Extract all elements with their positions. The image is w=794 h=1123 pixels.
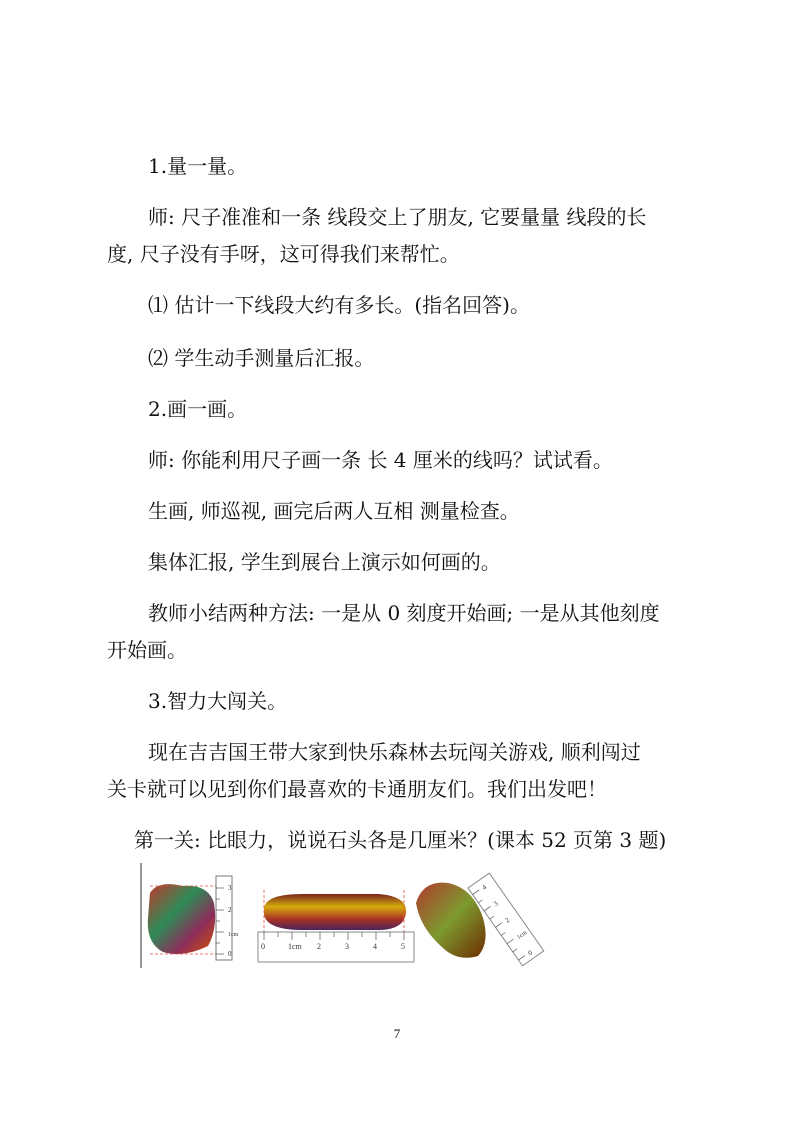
paragraph-line: 师: 尺子准准和一条 线段交上了朋友, 它要量量 线段的长	[148, 205, 647, 229]
ruler-2-tick: 0	[261, 942, 265, 951]
heading-measure: 1.量一量。	[148, 154, 248, 178]
paragraph-line: 关卡就可以见到你们最喜欢的卡通朋友们。我们出发吧！	[107, 777, 607, 801]
ruler-2	[258, 932, 414, 962]
paragraph-line: 集体汇报, 学生到展台上演示如何画的。	[148, 550, 501, 574]
paragraph-line: ⑴ 估计一下线段大约有多长。(指名回答)。	[148, 293, 530, 317]
ruler-2-tick: 2	[317, 942, 321, 951]
paragraph-line: 生画, 师巡视, 画完后两人互相 测量检查。	[148, 499, 520, 523]
ruler-3-tick: 4	[480, 883, 489, 892]
ruler-3-tick: 2	[503, 915, 512, 925]
stone-1-icon	[148, 884, 215, 954]
heading-draw: 2.画一画。	[148, 397, 248, 421]
paragraph-line: ⑵ 学生动手测量后汇报。	[148, 346, 375, 370]
heading-challenge: 3.智力大闯关。	[148, 689, 288, 713]
paragraph-line: 教师小结两种方法: 一是从 0 刻度开始画; 一是从其他刻度	[148, 601, 660, 625]
paragraph-line: 师: 你能利用尺子画一条 长 4 厘米的线吗？试试看。	[148, 448, 613, 472]
ruler-2-tick: 1cm	[288, 942, 302, 951]
ruler-3-tick: 3	[492, 899, 500, 909]
stone-2-icon	[264, 894, 406, 930]
paragraph-line: 现在吉吉国王带大家到快乐森林去玩闯关游戏, 顺利闯过	[148, 740, 641, 764]
stone-3-group	[416, 873, 544, 966]
stones-rulers-figure	[138, 858, 548, 970]
ruler-1-tick: 1cm	[228, 932, 239, 938]
ruler-2-tick: 5	[401, 942, 405, 951]
ruler-1-tick: 3	[228, 884, 232, 892]
ruler-3-tick: 1cm	[516, 930, 529, 941]
ruler-2-tick: 3	[345, 942, 349, 951]
stone-1-group	[141, 863, 239, 968]
paragraph-line: 第一关: 比眼力，说说石头各是几厘米？(课本 52 页第 3 题)	[134, 828, 667, 852]
ruler-2-tick: 4	[373, 942, 377, 951]
page-number: 7	[393, 1026, 401, 1041]
ruler-1-tick: 0	[228, 950, 232, 958]
ruler-3-tick: 0	[526, 948, 535, 958]
paragraph-line: 开始画。	[107, 638, 187, 662]
stone-2-group	[258, 890, 414, 962]
paragraph-line: 度, 尺子没有手呀，这可得我们来帮忙。	[107, 242, 460, 266]
ruler-1-tick: 2	[228, 906, 232, 914]
